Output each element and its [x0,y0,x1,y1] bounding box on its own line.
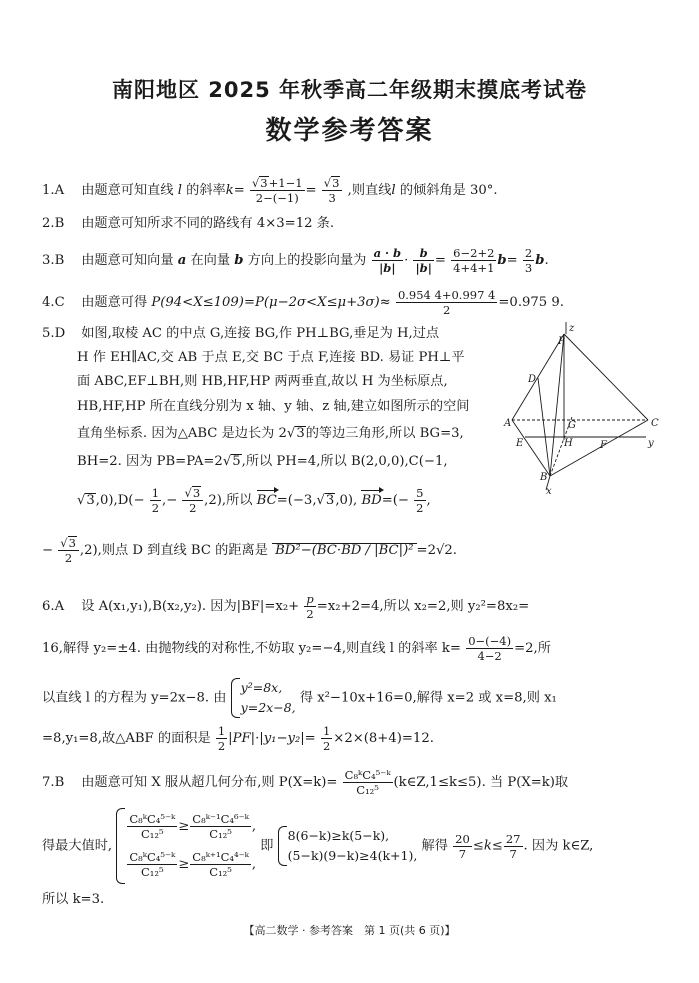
answer-7-line-1: 7.B 由题意可知 X 服从超几何分布,则 P(X=k)= $\frac{\text{C₈ᵏC₄⁵⁻ᵏ}}{\text{C₁₂⁵}}$ (k∈Z,1≤k≤5). 当 P(X=k)取 [42,768,569,797]
answer-number: 6.A [42,599,65,614]
label-H: H [564,438,573,449]
answer-2: 2.B 由题意可知所求不同的路线有 4×3=12 条. [42,214,334,234]
answer-6-line-3: 以直线 l 的方程为 y=2x−8. 由 y²=8x, y=2x−8, 得 x²−10x+16=0,解得 x=2 或 x=8,则 x₁ [42,678,557,718]
edge-PB [550,334,564,476]
inequality-system: $\frac{\text{C₈ᵏC₄⁵⁻ᵏ}}{\text{C₁₂⁵}}$ ≥ $\frac{\text{C₈ᵏ⁻¹C₄⁶⁻ᵏ}}{\text{C₁₂⁵}}$ , $\frac{\text{C₈ᵏC₄⁵⁻ᵏ}}{\text{C₁₂⁵}}$ ≥ $\frac{\text{C₈ᵏ⁺¹C₄⁴⁻ᵏ}}{\text{C₁₂⁵}}$ , [116,808,256,884]
answer-6-line-4: =8,y₁=8,故△ABF 的面积是 $\frac{1}{2}$ |PF|·|y₁−y₂|= $\frac{1}{2}$ ×2×(8+4)=12. [42,724,434,753]
answer-7-line-3: 所以 k=3. [42,892,105,907]
answer-number: 2.B [42,216,65,231]
answer-number: 1.A [42,183,65,198]
answer-number: 4.C [42,295,65,310]
answer-5-line-8: − $\frac{√3}{2}$ ,2),则点 D 到直线 BC 的距离是 BD²−(BC·BD / |BC|)² =2√2. [42,536,457,565]
label-x: x [546,486,552,497]
fraction: $\frac{0.954 4+0.997 4}{2}$ [397,288,496,317]
answer-5-line-5: 直角坐标系. 因为△ABC 是边长为 2√3的等边三角形,所以 BG=3, [77,426,464,441]
fraction: $\frac{6-2+2}{4+4+1}$ [453,246,495,275]
edge-PC [564,334,648,420]
label-z: z [569,323,575,334]
answer-6-line-1: 6.A 设 A(x₁,y₁),B(x₂,y₂). 因为|BF|=x₂+ $\frac{p}{2}$ =x₂+2=4,所以 x₂=2,则 y₂²=8x₂= [42,592,530,621]
label-E: E [516,438,524,449]
label-F: F [600,440,607,451]
answer-5-line-6: BH=2. 因为 PB=PA=2√5,所以 PH=4,所以 B(2,0,0),C(−1, [77,454,448,469]
answer-5-line-3: 面 ABC,EF⊥BH,则 HB,HF,HP 两两垂直,故以 H 为坐标原点, [77,374,448,389]
answer-number: 7.B [42,775,65,790]
exam-title: 南阳地区 2025 年秋季高二年级期末摸底考试卷 [111,78,588,102]
label-A: A [504,418,512,429]
fraction: $\frac{√3+1-1}{2-(-1)}$ [251,176,303,205]
label-G: G [568,420,576,431]
edge-PA [512,334,564,420]
answer-number: 5.D [42,326,66,341]
answer-7-line-2: 得最大值时, $\frac{\text{C₈ᵏC₄⁵⁻ᵏ}}{\text{C₁₂⁵}}$ ≥ $\frac{\text{C₈ᵏ⁻¹C₄⁶⁻ᵏ}}{\text{C₁₂⁵}}$ , $\frac{\text{C₈ᵏC₄⁵⁻ᵏ}}{\text{C₁₂⁵}}$ ≥ $\frac{\text{C₈ᵏ⁺¹C₄⁴⁻ᵏ}}{\text{C₁₂⁵}}$ , 即 8(6−k)≥k(5−k), (5−k)(9−k)≥4(k+1), 解得 $\frac{20}{7}$ ≤k≤ $\frac{27}{7}$ . 因为 k∈Z, [42,808,593,884]
equation-system: y²=8x, y=2x−8, [231,678,296,718]
answer-5-line-2: H 作 EH∥AC,交 AB 于点 E,交 BC 于点 F,连接 BD. 易证 PH⊥平 [77,350,465,365]
answer-5-line-1: 5.D 如图,取棱 AC 的中点 G,连接 BG,作 PH⊥BG,垂足为 H,过点 [42,324,439,344]
label-D: D [528,374,537,385]
page-footer: 【高二数学 · 参考答案 第 1 页(共 6 页)】 [243,924,456,937]
fraction: $\frac{√3}{3}$ [322,176,343,205]
answer-5-line-7: √3,0),D(− $\frac{1}{2}$ ,− $\frac{√3}{2}$ ,2),所以 BC=(−3,√3,0), BD=(− $\frac{5}{2}$ , [77,486,431,515]
answer-1: 1.A 由题意可知直线 l 的斜率k= $\frac{√3+1-1}{2-(-1)}$ = $\frac{√3}{3}$ ,则直线l 的倾斜角是 30°. [42,176,498,205]
label-y: y [648,438,654,449]
fraction: $\frac{b}{|b|}$ [415,246,432,275]
answer-5-line-4: HB,HF,HP 所在直线分别为 x 轴、y 轴、z 轴,建立如图所示的空间 [77,399,470,414]
simplified-system: 8(6−k)≥k(5−k), (5−k)(9−k)≥4(k+1), [278,826,418,866]
label-C: C [651,418,659,429]
answer-6-line-2: 16,解得 y₂=±4. 由抛物线的对称性,不妨取 y₂=−4,则直线 l 的斜率 k= $\frac{0-(-4)}{4-2}$ =2,所 [42,634,551,663]
tetrahedron-figure [500,322,660,498]
answer-3: 3.B 由题意可知向量 a 在向量 b 方向上的投影向量为 $\frac{a \cdot b}{|b|}$ · $\frac{b}{|b|}$ = $\frac{6-2+2}{4+4+1}$ b= $\frac{2}{3}$ b. [42,246,549,275]
answer-number: 3.B [42,253,65,268]
fraction: $\frac{a \cdot b}{|b|}$ [373,246,402,275]
answer-4: 4.C 由题意可得 P(94<X≤109)=P(μ−2σ<X≤μ+3σ)≈ $\frac{0.954 4+0.997 4}{2}$ =0.975 9. [42,288,564,317]
exam-subtitle: 数学参考答案 [265,116,434,146]
label-B: B [540,472,548,483]
label-P: P [558,336,565,347]
fraction: $\frac{2}{3}$ [524,246,533,275]
